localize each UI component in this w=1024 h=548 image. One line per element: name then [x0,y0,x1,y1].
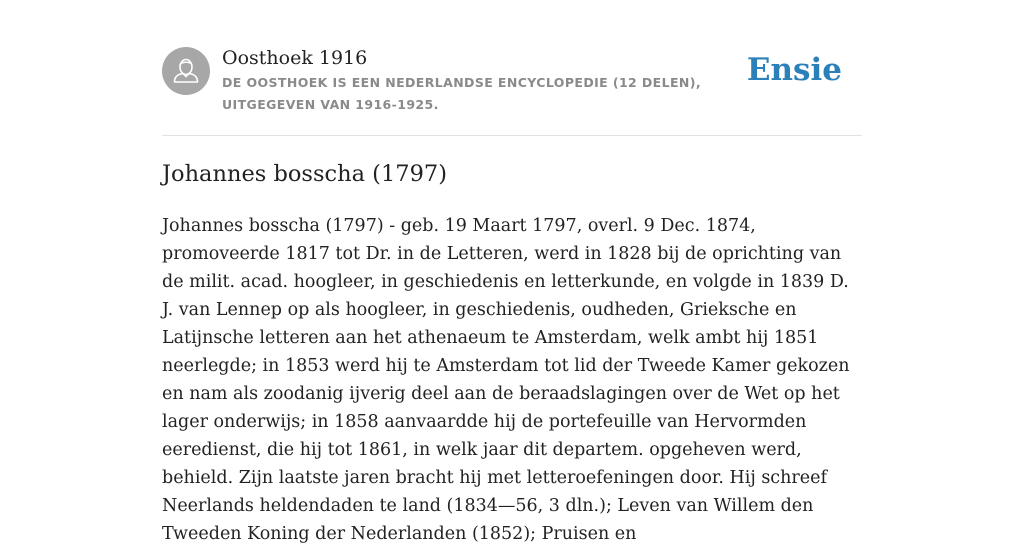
brand-logo[interactable]: Ensie [746,52,842,88]
source-name[interactable]: Oosthoek 1916 [222,47,368,69]
header-divider [162,135,862,136]
user-avatar-icon [162,47,210,95]
source-description: DE OOSTHOEK IS EEN NEDERLANDSE ENCYCLOPEDIE (12 DELEN), UITGEGEVEN VAN 1916-1925. [222,75,702,112]
source-header [162,46,862,136]
article-body: Johannes bosscha (1797) - geb. 19 Maart 1797, overl. 9 Dec. 1874, promoveerde 1817 tot Dr. in de Letteren, werd in 1828 bij de oprichting van de milit. acad. hoogleer, in geschiedenis en letterkunde, en volgde in 1839 D. J. van Lennep op als hoogleer, in geschiedenis, oudheden, Grieksche en Latijnsche letteren aan het athenaeum te Amsterdam, welk ambt hij 1851 neerlegde; in 1853 werd hij te Amsterdam tot lid der Tweede Kamer gekozen en nam als zoodanig ijverig deel aan de beraadslagingen over de Wet op het lager onderwijs; in 1858 aanvaardde hij de portefeuille van Hervormden eeredienst, die hij tot 1861, in welk jaar dit departem. opgeheven werd, behield. Zijn laatste jaren bracht hij met letteroefeningen door. Hij schreef Neerlands heldendaden te land (1834—56, 3 dln.); Leven van Willem den Tweeden Koning der Nederlanden (1852); Pruisen en [162,216,850,544]
user-silhouette-icon [162,47,210,95]
article-title: Johannes bosscha (1797) [162,161,447,187]
